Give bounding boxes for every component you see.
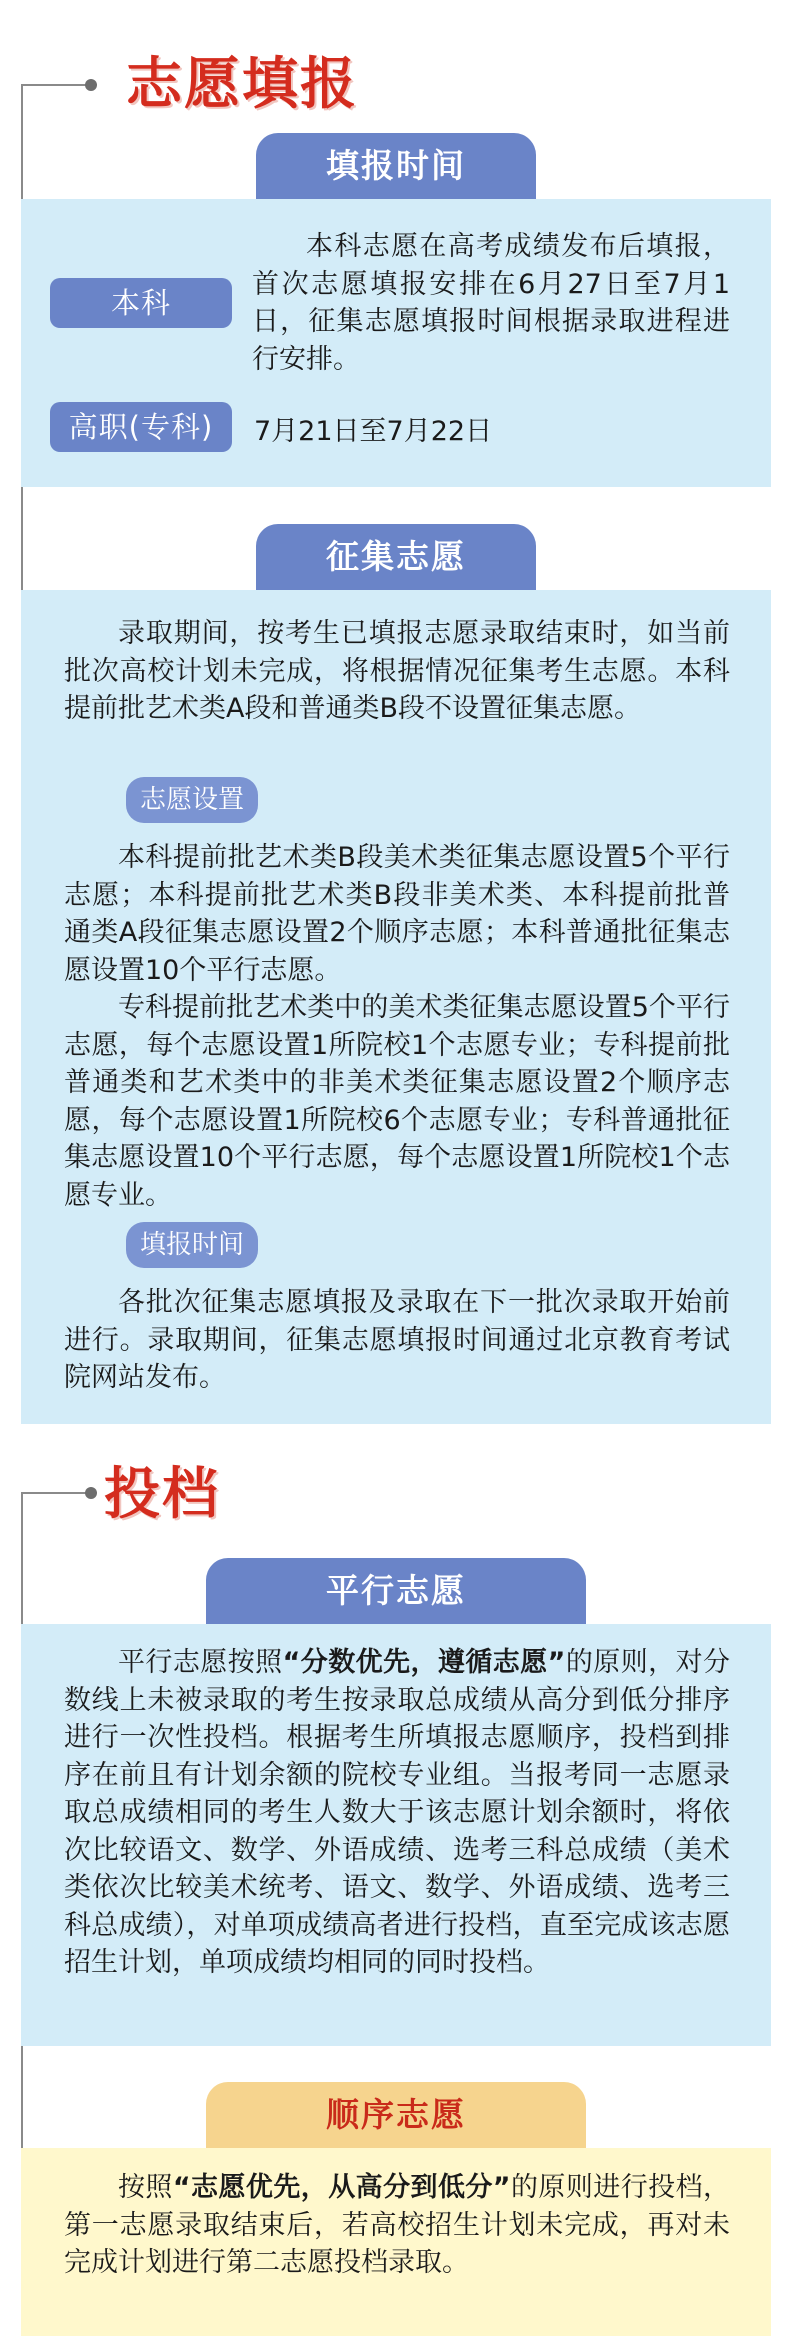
timeline-dot-1 (85, 79, 97, 91)
section-title-toudang: 投档 (104, 1462, 220, 1527)
timeline-dot-2 (85, 1487, 97, 1499)
sequential-principle: “志愿优先，从高分到低分” (172, 2172, 511, 2203)
collect-intro-text: 录取期间，按考生已填报志愿录取结束时，如当前批次高校计划未完成，将根据情况征集考生志愿。本科提前批艺术类A段和普通类B段不设置征集志愿。 (64, 618, 730, 724)
setting-undergrad-text: 本科提前批艺术类B段美术类征集志愿设置5个平行志愿；本科提前批艺术类B段非美术类、本科提前批普通类A段征集志愿设置2个顺序志愿；本科普通批征集志愿设置10个平行志愿。 (64, 842, 730, 986)
parallel-principle: “分数优先，遵循志愿” (282, 1647, 566, 1678)
sequential-text-lead: 按照 (118, 2172, 173, 2203)
tab-collect-wishes: 征集志愿 (256, 524, 536, 590)
sequential-text-body: 的原则进行投档，第一志愿录取结束后，若高校招生计划未完成，再对未完成计划进行第二志愿投档录取。 (64, 2172, 731, 2278)
setting-junior-college-text: 专科提前批艺术类中的美术类征集志愿设置5个平行志愿，每个志愿设置1所院校1个志愿专业；专科提前批普通类和艺术类中的非美术类征集志愿设置2个顺序志愿，每个志愿设置1所院校6个志愿专业；专科普通批征集志愿设置10个平行志愿，每个志愿设置1所院校1个志愿专业。 (64, 992, 730, 1211)
tab-fill-time: 填报时间 (256, 133, 536, 199)
timeline-connector-2 (21, 1492, 91, 1494)
subheading-wish-setting: 志愿设置 (126, 777, 258, 823)
label-benke: 本科 (50, 278, 232, 328)
section-title-zhiyuan: 志愿填报 (126, 52, 358, 117)
parallel-wishes-text (64, 1644, 730, 1982)
parallel-text-lead: 平行志愿按照 (118, 1647, 283, 1678)
parallel-text-body: 的原则，对分数线上未被录取的考生按录取总成绩从高分到低分排序进行一次性投档。根据考生所填报志愿顺序，投档到排序在前且有计划余额的院校专业组。当报考同一志愿录取总成绩相同的考生人数大于该志愿计划余额时，将依次比较语文、数学、外语成绩、选考三科总成绩（美术类依次比较美术统考、语文、数学、外语成绩、选考三科总成绩），对单项成绩高者进行投档，直至完成该志愿招生计划，单项成绩均相同的同时投档。 (64, 1647, 730, 1978)
sequential-wishes-text (64, 2169, 730, 2282)
gaozhi-schedule-text: 7月21日至7月22日 (254, 416, 493, 447)
collect-time-text: 各批次征集志愿填报及录取在下一批次录取开始前进行。录取期间，征集志愿填报时间通过北京教育考试院网站发布。 (64, 1287, 730, 1393)
tab-parallel-wishes: 平行志愿 (206, 1558, 586, 1624)
timeline-connector-1 (21, 84, 91, 86)
subheading-fill-time: 填报时间 (126, 1222, 258, 1268)
label-gaozhi: 高职(专科) (50, 402, 232, 452)
tab-sequential-wishes: 顺序志愿 (206, 2082, 586, 2148)
benke-schedule-text: 本科志愿在高考成绩发布后填报，首次志愿填报安排在6月27日至7月1日，征集志愿填报时间根据录取进程进行安排。 (252, 231, 730, 375)
